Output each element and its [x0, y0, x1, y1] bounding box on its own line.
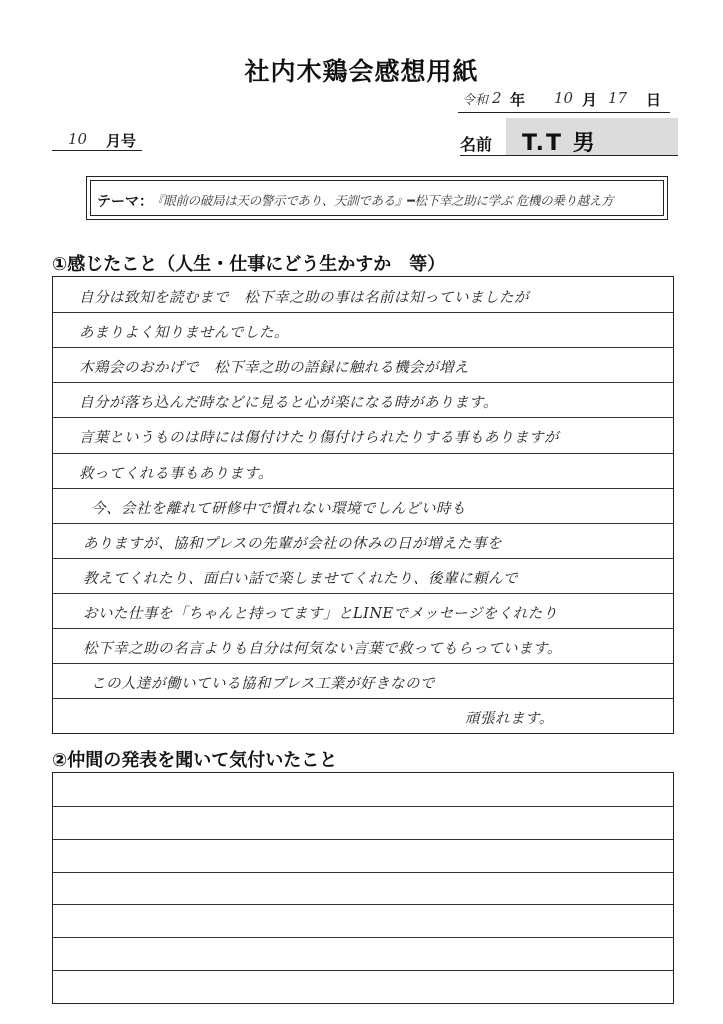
response-line: 自分は致知を読むまで 松下幸之助の事は名前は知っていましたが	[79, 290, 529, 306]
section1-box	[52, 276, 674, 734]
response-line: 自分が落ち込んだ時などに見ると心が楽になる時があります。	[79, 395, 498, 412]
name-value: T.T 男	[522, 131, 597, 156]
response-line: 今、会社を離れて研修中で慣れない環境でしんどい時も	[91, 500, 466, 517]
response-line: おいた仕事を「ちゃんと持ってます」とLINEでメッセージをくれたり	[83, 605, 558, 622]
date-day-label: 日	[646, 91, 662, 109]
form-title: 社内木鶏会感想用紙	[244, 57, 479, 86]
theme-label: テーマ：	[97, 194, 153, 210]
date-era: 令和	[462, 93, 489, 108]
date-year: 2	[492, 89, 502, 107]
date-field	[458, 86, 670, 113]
name-field	[460, 118, 678, 156]
response-line: 救ってくれる事もあります。	[79, 465, 273, 482]
section2-box	[52, 772, 674, 1004]
name-underline	[460, 155, 678, 156]
date-month: 10	[554, 89, 574, 107]
theme-box	[86, 176, 668, 220]
section2-title: ②仲間の発表を聞いて気付いたこと	[52, 750, 338, 771]
response-line: あまりよく知りませんでした。	[79, 325, 289, 342]
date-year-label: 年	[510, 91, 526, 109]
response-line: 松下幸之助の名言よりも自分は何気ない言葉で救ってもらっています。	[83, 641, 562, 657]
name-label: 名前	[460, 135, 493, 154]
issue-value: 10	[68, 130, 88, 148]
response-line: 教えてくれたり、面白い話で楽しませてくれたり、後輩に頼んで	[83, 570, 518, 587]
theme-value: 『眼前の破局は天の警示であり、天訓である』━松下幸之助に学ぶ 危機の乗り越え方	[151, 193, 614, 208]
section1-title: ①感じたこと（人生・仕事にどう生かすか 等）	[52, 254, 446, 275]
response-line: 頑張れます。	[465, 711, 554, 728]
response-line: 木鶏会のおかげで 松下幸之助の語録に触れる機会が増え	[79, 360, 469, 377]
ruled-line	[53, 773, 673, 971]
date-month-label: 月	[582, 91, 598, 109]
response-line: 言葉というものは時には傷付けたり傷付けられたりする事もありますが	[79, 430, 559, 447]
issue-label: 月号	[106, 132, 137, 150]
theme-inner-frame	[90, 180, 664, 216]
response-line: ありますが、協和プレスの先輩が会社の休みの日が増えた事を	[83, 535, 502, 552]
response-line: この人達が働いている協和プレス工業が好きなので	[91, 676, 435, 693]
date-day: 17	[608, 89, 628, 107]
ruled-line	[53, 277, 673, 699]
issue-field	[52, 126, 142, 151]
